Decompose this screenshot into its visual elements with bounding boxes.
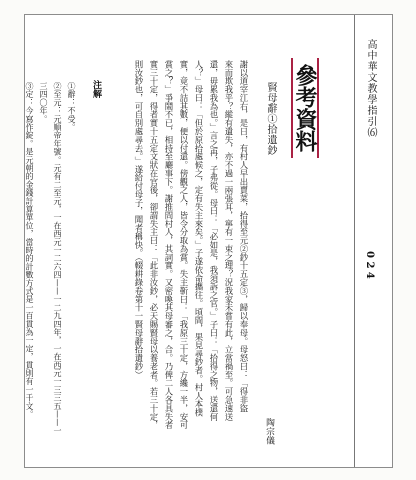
note-item: 三四〇年。 bbox=[39, 82, 48, 123]
section-title: 參考資料 bbox=[291, 58, 319, 158]
body-text-line: 謝以道宰江右，是日，有村人早出賣菜，拾得至元②鈔十五定③，歸以奉母。母怒曰：「得非盜 bbox=[239, 60, 249, 413]
body-text-line: 賞之？」爭鬧不已，相持至廳事下。謝推問村人，其詞實。又密喚其母審之，合。乃俾二人各具失者 bbox=[164, 60, 174, 430]
body-text-line: 實，竟不詰其數，便以付還。傍觀之人，皆令分取為賞。失主靳曰：「我原三十定，方纔一半，安可 bbox=[179, 60, 189, 430]
note-item: ②至元：元順帝年號。元有二至元，一在西元一二六四——一二九四年，一在西元一三三五——一 bbox=[53, 82, 62, 435]
note-item: ③定：今寫作錠。是元朝的金錢計算單位，當時的計數方式是一百貫為一定，貫則有一千文。 bbox=[25, 82, 34, 419]
notes-heading: 注解 bbox=[91, 80, 101, 98]
body-text-line: 來而欺我乎？縱有遺失，亦不過一兩張耳，寧有一束之理？況我家未嘗有此，立當禍至。可急速送 bbox=[224, 60, 234, 421]
page-number: 0 2 4 bbox=[364, 251, 375, 279]
body-text-line: 實三十定，得者實十五定文狀在官後，卻謂失主曰：「此非汝鈔，必天賜賢母以養老者。若三十定， bbox=[149, 60, 159, 430]
poem-author: 陶宗儀 bbox=[264, 418, 274, 445]
header-divider bbox=[354, 15, 355, 467]
note-item: ①辭：不受。 bbox=[67, 82, 76, 132]
body-text-line: 還，毋累我為也。」言之再，子弗從。母曰：「必如是，我須訴之官。」子曰：「拾得之物，送還何 bbox=[209, 60, 219, 421]
body-text-line: 則汝鈔也，可自別處尋去。」遂給付母子，聞者稱快。（輟耕錄卷第十一賢母辭拾遺鈔） bbox=[134, 60, 144, 379]
poem-title: 賢母辭①拾遺鈔 bbox=[265, 82, 276, 156]
body-text-line: 人？」母曰：「但於原拾處候之，定有失主來矣。」子遂依命攜往。頃間，果見尋鈔者。村人本樸 bbox=[194, 60, 204, 417]
book-title: 高中華文教學指引⑹ bbox=[365, 39, 376, 138]
